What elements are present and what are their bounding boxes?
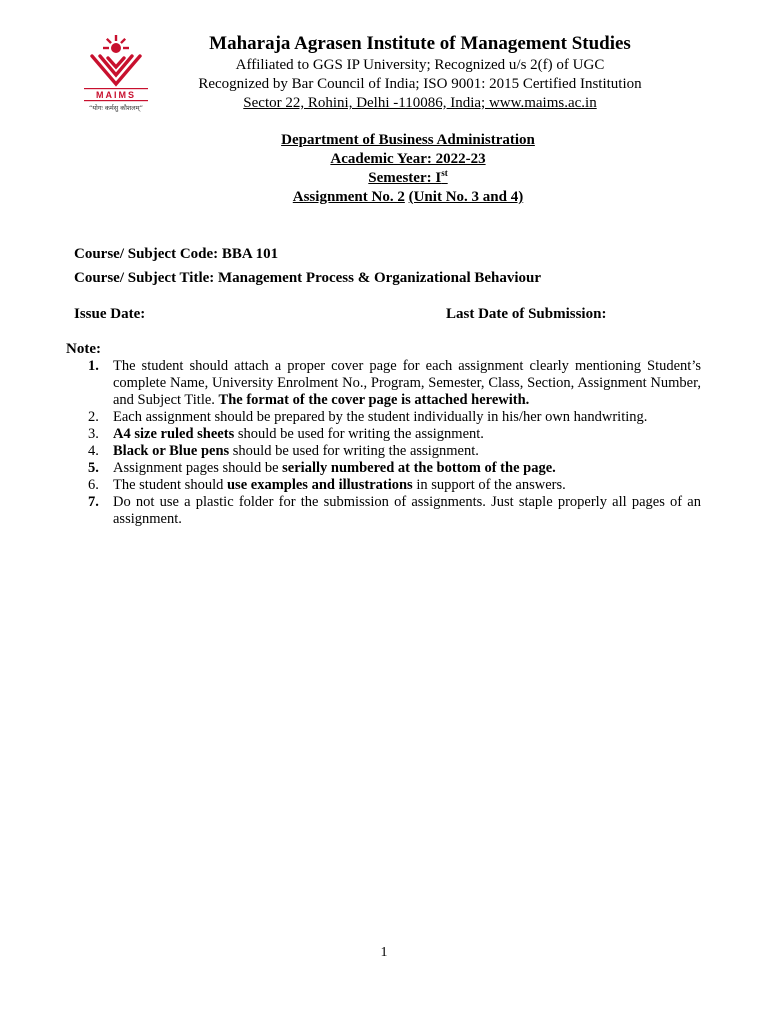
list-item: 4. Black or Blue pens should be used for writing the assignment. [88,443,479,459]
note-heading: Note: [66,341,101,357]
course-code: Course/ Subject Code: BBA 101 [74,246,279,262]
department-name: Department of Business Administration [281,132,535,148]
list-item: 2. Each assignment should be prepared by the student individually in his/her own handwriting. [88,409,648,425]
issue-date-label: Issue Date: [74,306,146,322]
affiliation-line: Affiliated to GGS IP University; Recognized u/s 2(f) of UGC [235,57,605,73]
list-item: 3. A4 size ruled sheets should be used for writing the assignment. [88,426,484,442]
recognition-line: Recognized by Bar Council of India; ISO 9001: 2015 Certified Institution [198,76,642,92]
academic-year: Academic Year: 2022-23 [330,151,486,167]
logo-text: MAIMS [96,90,136,100]
list-item: 5. Assignment pages should be serially numbered at the bottom of the page. [88,460,556,476]
assignment-number: Assignment No. 2 (Unit No. 3 and 4) [292,189,524,205]
page-number: 1 [380,945,388,960]
course-title: Course/ Subject Title: Management Process & Organizational Behaviour [74,270,542,286]
list-item: 6. The student should use examples and illustrations in support of the answers. [88,477,566,493]
assignment-heading [150,131,666,207]
logo-motto: “योगः कर्मसु कौशलम्” [89,104,143,112]
list-item: 7. Do not use a plastic folder for the submission of assignments. Just staple properly all pages of an assignment. [88,494,701,527]
maims-logo [78,34,154,114]
list-item: 1. The student should attach a proper cover page for each assignment clearly mentioning Student’s complete Name, University Enrolment No., Program, Semester, Class, Section, Assignment Number, and Subject Title. The format of the cover page is attached herewith. [88,358,701,408]
institute-name: Maharaja Agrasen Institute of Management Studies [209,33,631,54]
semester: Semester: Ist [368,168,448,186]
address-line: Sector 22, Rohini, Delhi -110086, India; www.maims.ac.in [243,95,597,111]
last-date-label: Last Date of Submission: [446,306,607,322]
institute-header [190,32,650,113]
notes-list [74,358,701,528]
